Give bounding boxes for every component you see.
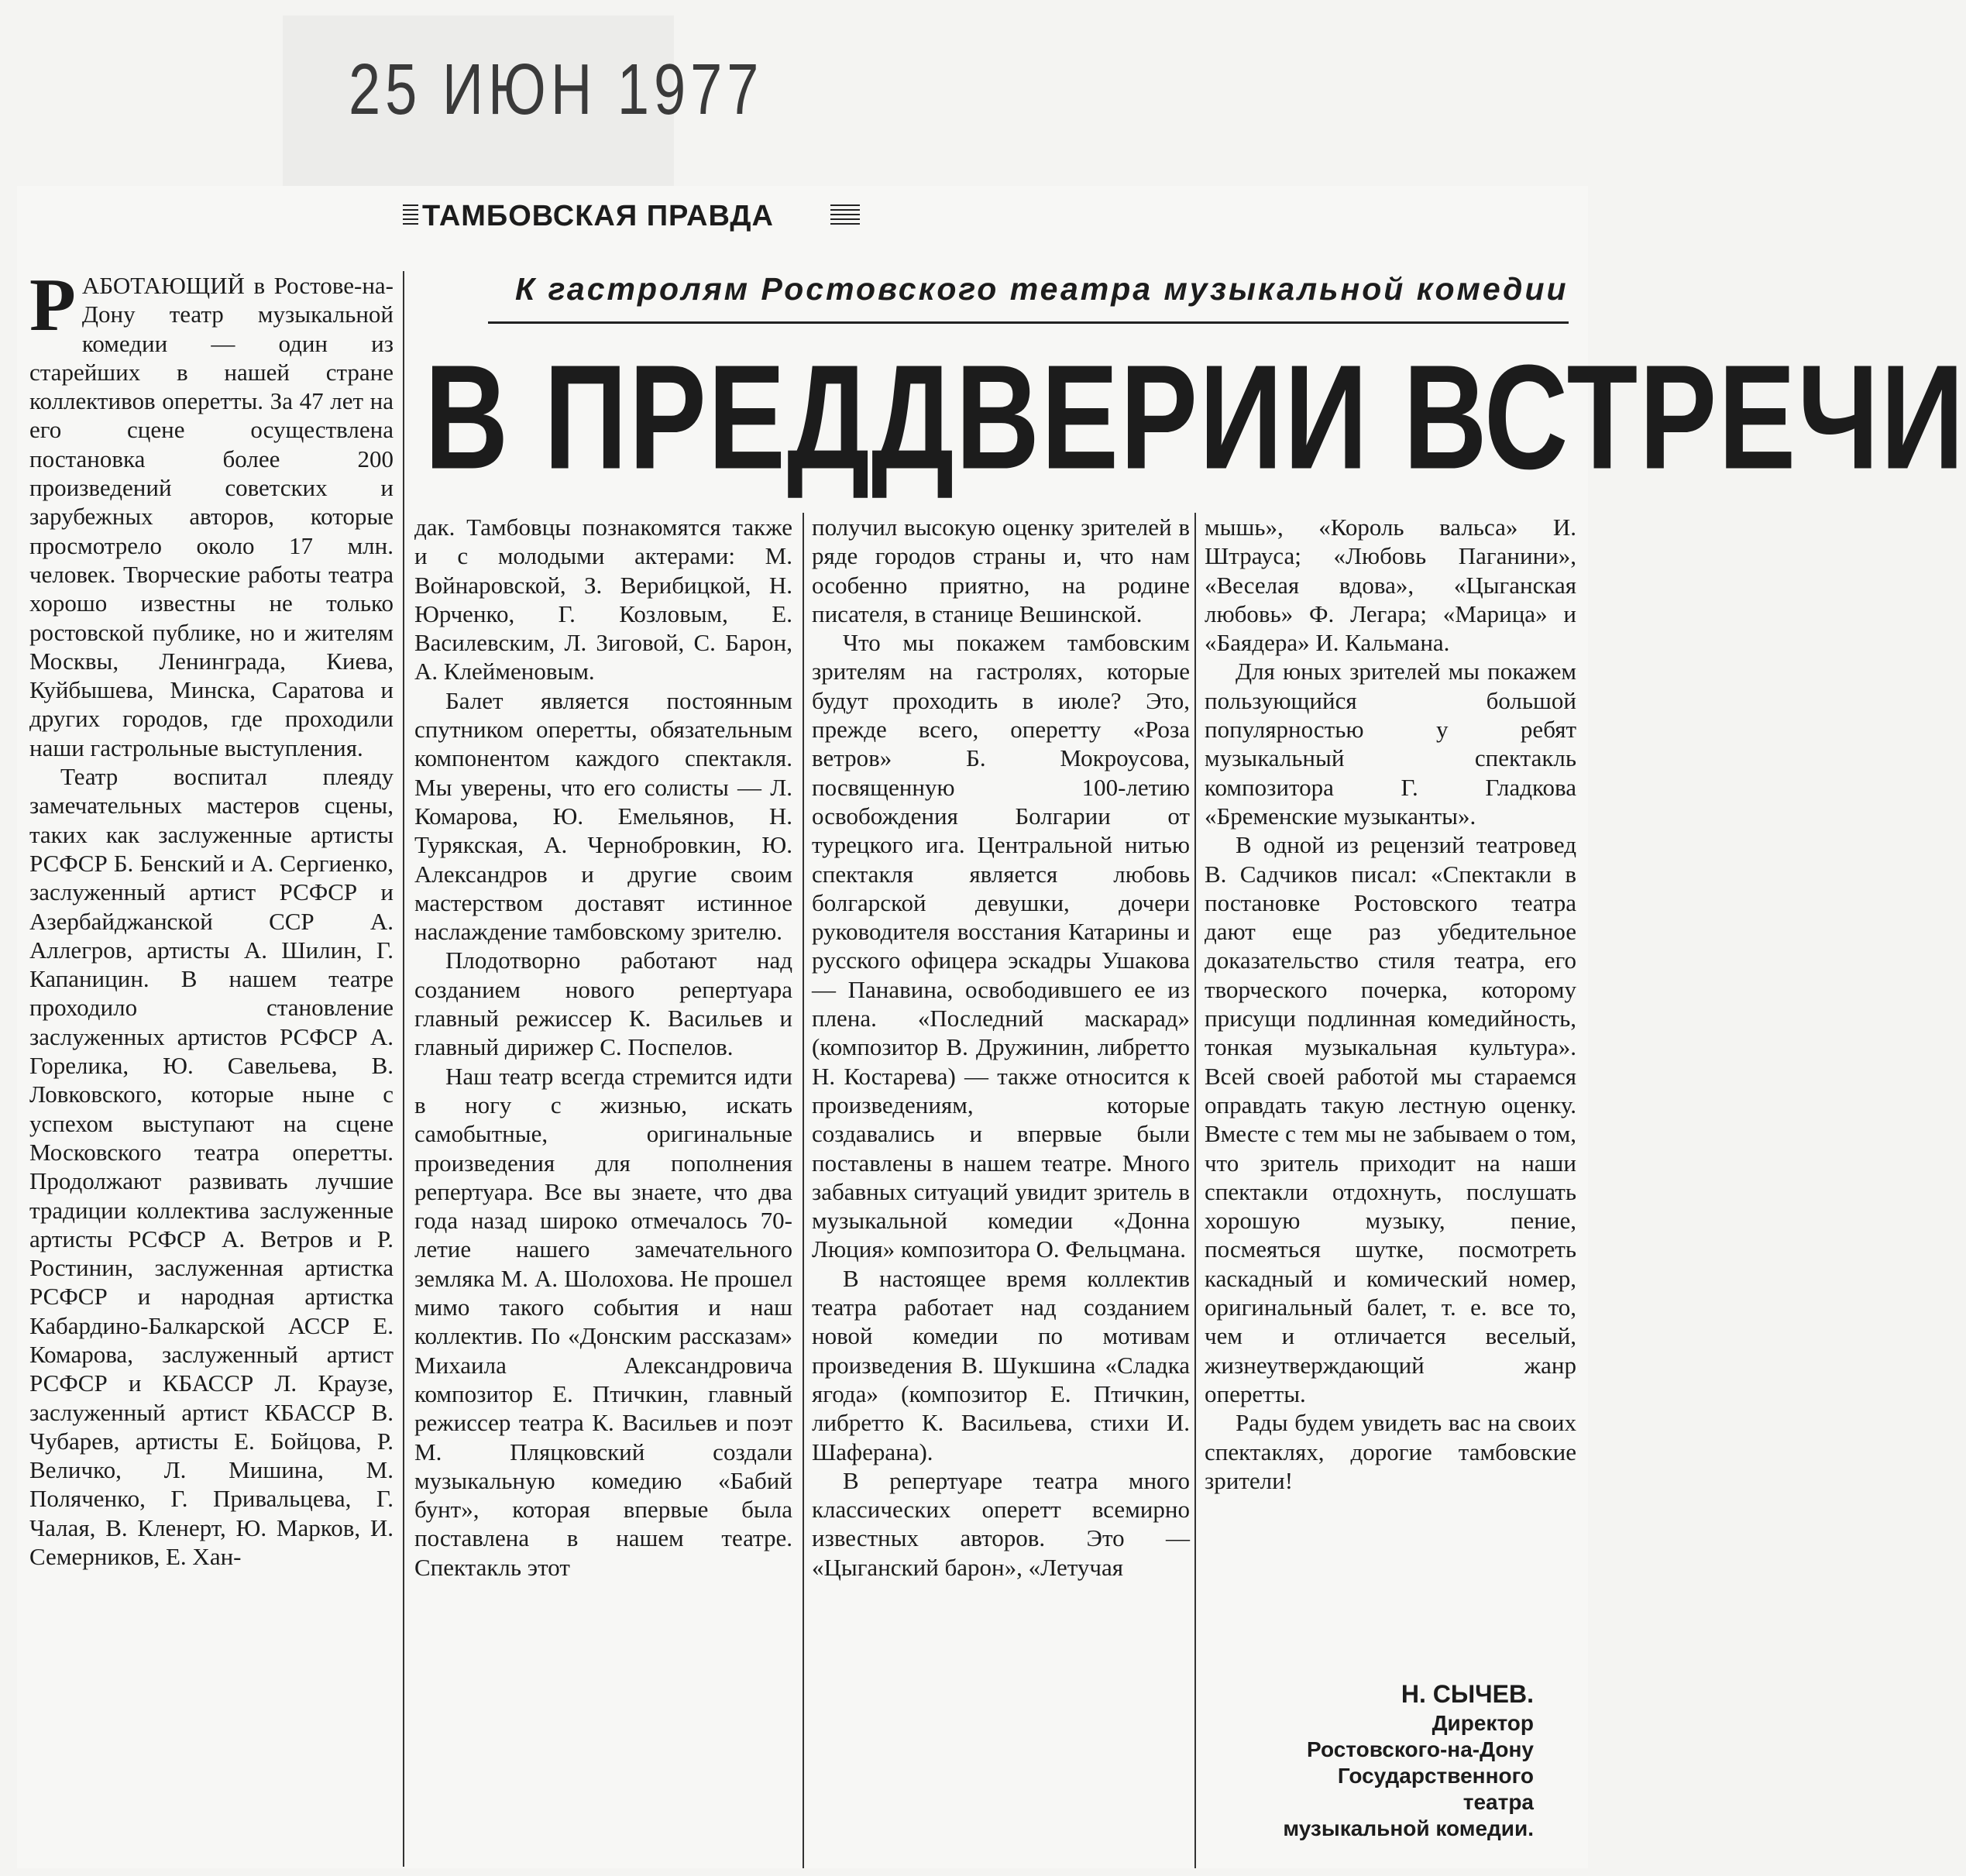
paragraph: Наш театр всегда стремится идти в ногу с жизнью, искать самобытные, оригинальные произведения для пополнения репертуара. Все вы знаете, что два года назад широко отмечалось 70-летие нашего замечательного земляка М. А. Шолохова. Не прошел мимо такого события и наш коллектив. По «Донским рассказам» Михаила Александровича композитор Е. Птичкин, главный режиссер театра К. Васильев и поэт М. Пляцковский создали музыкальную комедию «Бабий бунт», которая впервые была поставлена в нашем театре. Спектакль этот <box>414 1062 792 1581</box>
article-column-3 <box>812 513 1190 1868</box>
date-stamp: 25 ИЮН 1977 <box>349 49 764 129</box>
author-title-line: Директор <box>1432 1711 1534 1735</box>
author-name: Н. СЫЧЕВ. <box>1401 1680 1534 1708</box>
paragraph: получил высокую оценку зрителей в ряде городов страны и, что нам особенно приятно, на родине писателя, в станице Вешинской. <box>812 514 1190 627</box>
paragraph: Плодотворно работают над созданием нового репертуара главный режиссер К. Васильев и главный дирижер С. Поспелов. <box>414 947 792 1061</box>
article-column-1 <box>29 263 394 1867</box>
paragraph <box>29 263 394 762</box>
paragraph: Балет является постоянным спутником оперетты, обязательным компонентом каждого спектакля. Мы уверены, что его солисты — Л. Комарова, Ю. Емельянов, Н. Турякская, А. Чернобровкин, Ю. Александров и другие своим мастерством доставят истинное наслаждение тамбовскому зрителю. <box>414 686 792 946</box>
newspaper-name: ТАМБОВСКАЯ ПРАВДА <box>422 200 774 232</box>
column-divider <box>803 513 804 1868</box>
drop-cap: Р <box>29 263 76 347</box>
kicker-heading: К гастролям Ростовского театра музыкальной комедии <box>515 271 1569 307</box>
author-title-line: Ростовского-на-Дону <box>1307 1737 1534 1761</box>
article-column-4 <box>1205 513 1576 1698</box>
paragraph: Рады будем увидеть вас на своих спектаклях, дорогие тамбовские зрители! <box>1205 1409 1576 1494</box>
paragraph: В репертуаре театра много классических оперетт всемирно известных авторов. Это — «Цыганский барон», «Летучая <box>812 1466 1190 1581</box>
paragraph: дак. Тамбовцы познакомятся также и с молодыми актерами: М. Войнаровской, З. Верибицкой, Н. Юрченко, Г. Козловым, Е. Василевским, Л. Зиговой, С. Барон, А. Клейменовым. <box>414 514 792 685</box>
author-title-line: Государственного <box>1337 1764 1534 1788</box>
author-title-line: музыкальной комедии. <box>1283 1816 1534 1840</box>
article-column-2 <box>414 513 792 1868</box>
masthead-rule-right <box>830 204 860 228</box>
author-signature <box>1205 1681 1534 1842</box>
paragraph: Для юных зрителей мы покажем пользующийся большой популярностью у ребят музыкальный спектакль композитора Г. Гладкова «Бременские музыканты». <box>1205 658 1576 830</box>
paragraph: Что мы покажем тамбовским зрителям на гастролях, которые будут проходить в июле? Это, прежде всего, оперетту «Роза ветров» Б. Мокроусова, посвященную 100-летию освобождения Болгарии от турецкого ига. Центральной нитью спектакля является любовь болгарской девушки, дочери руководителя восстания Катарины и русского офицера эскадры Ушакова — Панавина, освободившего ее из плена. «Последний маскарад» (композитор В. Дружинин, либретто Н. Костарева) — также относится к произведениям, которые создавались и впервые были поставлены в нашем театре. Много забавных ситуаций увидит зритель в музыкальной комедии «Донна Люция» композитора О. Фельцмана. <box>812 629 1190 1263</box>
paragraph: В настоящее время коллектив театра работает над созданием новой комедии по мотивам произведения В. Шукшина «Сладка ягода» (композитор Е. Птичкин, либретто К. Васильева, стихи И. Шаферана). <box>812 1264 1190 1465</box>
article-headline: В ПРЕДДВЕРИИ ВСТРЕЧИ <box>424 333 1966 500</box>
paragraph-text: АБОТАЮЩИЙ в Ростове-на-Дону театр музыкальной комедии — один из старейших в нашей стране коллективов оперетты. За 47 лет на его сцене осуществлена постановка более 200 произведений советских и зарубежных авторов, которые просмотрело около 17 млн. человек. Творческие работы театра хорошо известны не только ростовской публике, но и жителям Москвы, Ленинграда, Киева, Куйбышева, Минска, Саратова и других городов, где проходили наши гастрольные выступления. <box>29 272 394 761</box>
column-divider <box>1194 513 1196 1868</box>
column-divider <box>403 271 404 1867</box>
paragraph: мышь», «Король вальса» И. Штрауса; «Любовь Паганини», «Веселая вдова», «Цыганская любовь» Ф. Легара; «Марица» и «Баядера» И. Кальмана. <box>1205 514 1576 657</box>
kicker-underline <box>488 321 1569 324</box>
paragraph: В одной из рецензий театровед В. Садчиков писал: «Спектакли в постановке Ростовского театра дают еще раз убедительное доказательство стиля театра, его творческого почерка, которому присущи подлинная комедийность, тонкая музыкальная культура». Всей своей работой мы стараемся оправдать такую лестную оценку. Вместе с тем мы не забываем о том, что зритель приходит на наши спектакли отдохнуть, послушать хорошую музыку, пение, посмеяться шутке, посмотреть каскадный и комический номер, оригинальный балет, т. е. все то, чем и отличается веселый, жизнеутверждающий жанр оперетты. <box>1205 831 1576 1407</box>
paragraph: Театр воспитал плеяду замечательных мастеров сцены, таких как заслуженные артисты РСФСР Б. Бенский и А. Сергиенко, заслуженный артист РСФСР и Азербайджанской ССР А. Аллегров, артисты А. Шилин, Г. Капаницин. В нашем театре проходило становление заслуженных артистов РСФСР А. Горелика, Ю. Савельева, В. Ловковского, которые ныне с успехом выступают на сцене Московского театра оперетты. Продолжают развивать лучшие традиции коллектива заслуженные артисты РСФСР А. Ветров и Р. Ростинин, заслуженная артистка РСФСР и народная артистка Кабардино-Балкарской АССР Е. Комарова, заслуженный артист РСФСР и КБАССР Л. Краузе, заслуженный артист КБАССР В. Чубарев, артисты Е. Бойцова, Р. Величко, Л. Мишина, М. Поляченко, Г. Привальцева, Г. Чалая, В. Кленерт, Ю. Марков, И. Семерников, Е. Хан- <box>29 763 394 1571</box>
masthead-rule-left <box>403 204 418 228</box>
author-title-line: театра <box>1462 1790 1534 1814</box>
